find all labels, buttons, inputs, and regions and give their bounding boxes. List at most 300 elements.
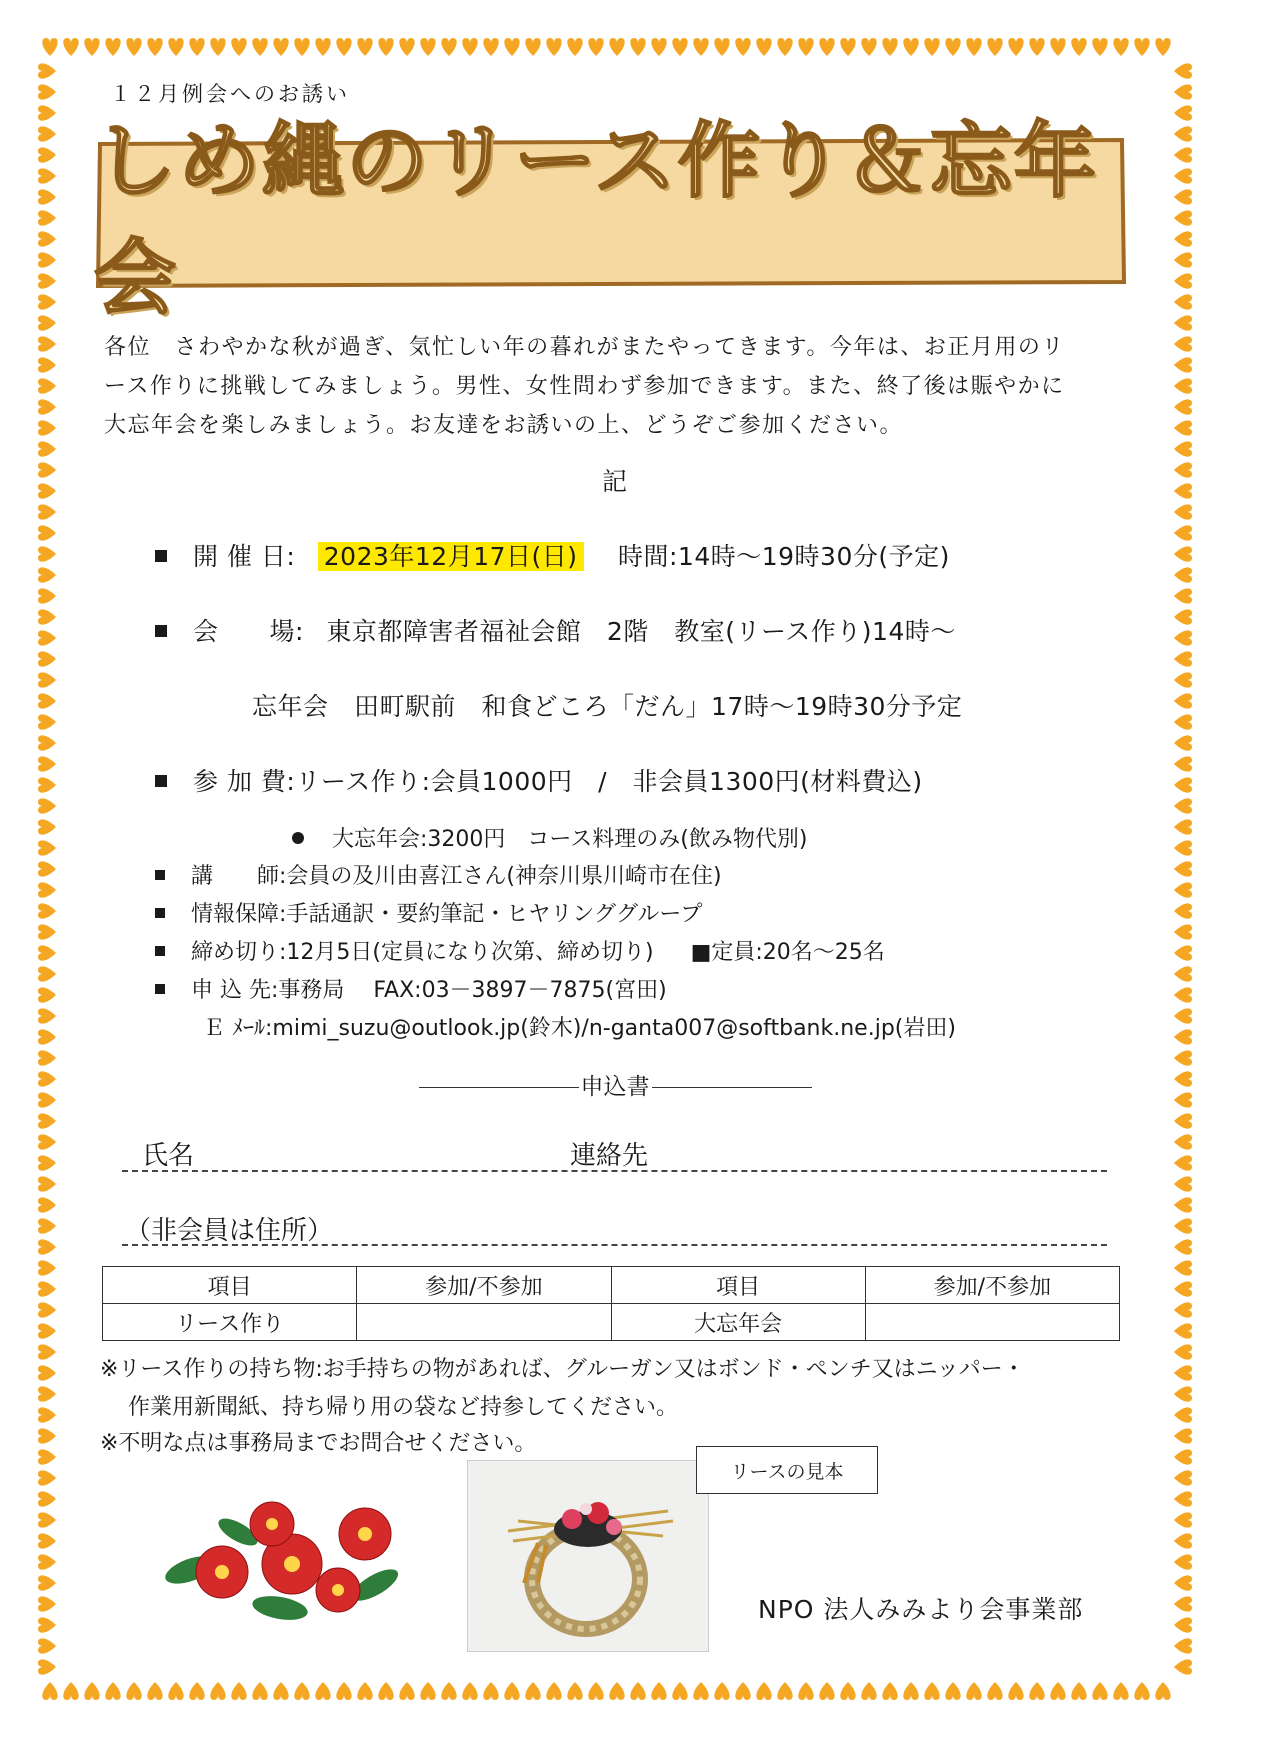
heart-icon — [1174, 609, 1192, 624]
sample-label: リースの見本 — [696, 1446, 878, 1494]
heart-icon — [1174, 1617, 1192, 1632]
square-bullet-icon — [155, 775, 167, 787]
heart-icon — [38, 336, 56, 351]
heart-icon — [38, 462, 56, 477]
heart-icon — [1174, 189, 1192, 204]
participation-table — [102, 1266, 1120, 1341]
table-cell: 大忘年会 — [611, 1304, 865, 1341]
heart-icon — [1071, 1682, 1086, 1700]
heart-icon — [1113, 38, 1128, 56]
heart-icon — [84, 38, 99, 56]
heart-icon — [1174, 1512, 1192, 1527]
heart-icon — [84, 1682, 99, 1700]
heart-icon — [966, 38, 981, 56]
heart-icon — [1174, 1449, 1192, 1464]
heart-icon — [63, 38, 78, 56]
party-venue: 忘年会 田町駅前 和食どころ「だん」17時～19時30分予定 — [252, 692, 963, 721]
heart-icon — [38, 546, 56, 561]
heart-icon — [1029, 1682, 1044, 1700]
heart-icon — [1174, 1071, 1192, 1086]
heart-icon — [1174, 693, 1192, 708]
time-value: 時間:14時～19時30分(予定) — [618, 542, 950, 571]
heart-icon — [1174, 462, 1192, 477]
heart-icon — [357, 1682, 372, 1700]
heart-icon — [38, 1596, 56, 1611]
heart-icon — [38, 1176, 56, 1191]
heart-icon — [1174, 735, 1192, 750]
heart-icon — [1174, 798, 1192, 813]
heart-icon — [1174, 630, 1192, 645]
heart-icon — [672, 1682, 687, 1700]
heart-icon — [38, 714, 56, 729]
heart-icon — [1174, 483, 1192, 498]
heart-icon — [38, 1470, 56, 1485]
heart-icon — [483, 1682, 498, 1700]
heart-icon — [38, 735, 56, 750]
heart-icon — [1174, 1008, 1192, 1023]
heart-icon — [1050, 1682, 1065, 1700]
heart-icon — [1174, 315, 1192, 330]
heart-icon — [1174, 84, 1192, 99]
heart-icon — [1029, 38, 1044, 56]
heart-icon — [693, 1682, 708, 1700]
heart-icon — [38, 1575, 56, 1590]
heart-icon — [651, 1682, 666, 1700]
heart-icon — [189, 1682, 204, 1700]
table-header: 項目 — [611, 1267, 865, 1304]
square-bullet-icon — [155, 550, 167, 562]
address-label: （非会員は住所） — [125, 1216, 334, 1246]
heart-icon — [504, 38, 519, 56]
intro-paragraph — [104, 328, 1134, 445]
heart-icon — [38, 1617, 56, 1632]
heart-icon — [1174, 147, 1192, 162]
heart-icon — [38, 777, 56, 792]
heart-icon — [462, 38, 477, 56]
heart-icon — [1174, 1407, 1192, 1422]
page-title: しめ縄のリース作り＆忘年会 — [94, 113, 1098, 326]
heart-icon — [105, 38, 120, 56]
heart-icon — [1174, 1302, 1192, 1317]
table-header-row — [103, 1267, 1120, 1304]
heart-icon — [63, 1682, 78, 1700]
heart-icon — [1174, 1491, 1192, 1506]
heart-icon — [1174, 399, 1192, 414]
heart-icon — [42, 38, 57, 56]
heart-icon — [38, 1092, 56, 1107]
heart-icon — [38, 882, 56, 897]
heart-icon — [38, 1134, 56, 1149]
heart-icon — [38, 1281, 56, 1296]
heart-icon — [1174, 987, 1192, 1002]
heart-icon — [1174, 861, 1192, 876]
apply-row — [155, 973, 667, 1004]
date-value: 2023年12月17日(日) — [318, 542, 584, 571]
heart-icon — [1174, 1239, 1192, 1254]
heart-icon — [252, 1682, 267, 1700]
heart-icon — [945, 1682, 960, 1700]
fee-label: 参 加 費: — [193, 767, 296, 796]
heart-icon — [38, 378, 56, 393]
heart-icon — [38, 147, 56, 162]
heart-icon — [38, 1218, 56, 1233]
heart-icon — [38, 1428, 56, 1443]
square-bullet-icon — [155, 870, 165, 880]
heart-icon — [399, 1682, 414, 1700]
name-contact-line[interactable] — [122, 1170, 1107, 1172]
heart-icon — [1174, 1470, 1192, 1485]
heart-icon — [1092, 1682, 1107, 1700]
heart-icon — [38, 924, 56, 939]
heart-icon — [147, 38, 162, 56]
heart-icon — [378, 38, 393, 56]
heart-icon — [1174, 1323, 1192, 1338]
heart-icon — [1008, 1682, 1023, 1700]
heart-icon — [38, 1533, 56, 1548]
heart-icon — [1174, 588, 1192, 603]
heart-icon — [966, 1682, 981, 1700]
heart-icon — [1174, 294, 1192, 309]
heart-icon — [1134, 38, 1149, 56]
note-items-cont: 作業用新聞紙、持ち帰り用の袋など持参してください。 — [128, 1395, 679, 1420]
heart-icon — [1174, 1050, 1192, 1065]
heart-icon — [1174, 651, 1192, 666]
heart-icon — [105, 1682, 120, 1700]
venue-value: 東京都障害者福祉会館 2階 教室(リース作り)14時～ — [326, 617, 956, 646]
table-header: 参加/不参加 — [865, 1267, 1119, 1304]
heart-icon — [903, 1682, 918, 1700]
support-row — [155, 897, 702, 928]
heart-icon — [714, 38, 729, 56]
heart-icon — [38, 420, 56, 435]
heart-icon — [210, 1682, 225, 1700]
heart-icon — [1174, 1533, 1192, 1548]
heart-icon — [840, 1682, 855, 1700]
square-bullet-icon — [155, 625, 167, 637]
heart-icon — [38, 126, 56, 141]
heart-icon — [1071, 38, 1086, 56]
heart-icon — [38, 798, 56, 813]
heart-icon — [38, 861, 56, 876]
fee-row — [155, 762, 923, 798]
heart-icon — [38, 504, 56, 519]
heart-icon — [336, 1682, 351, 1700]
heart-icon — [609, 1682, 624, 1700]
heart-icon — [38, 1344, 56, 1359]
party-fee-row — [292, 822, 807, 853]
heart-icon — [38, 840, 56, 855]
deadline-value: 12月5日(定員になり次第、締め切り) — [286, 940, 654, 965]
heart-icon — [1155, 1682, 1170, 1700]
table-header: 項目 — [103, 1267, 357, 1304]
heart-icon — [1174, 1113, 1192, 1128]
heart-icon — [546, 1682, 561, 1700]
heart-icon — [924, 1682, 939, 1700]
heart-icon — [231, 38, 246, 56]
heart-icon — [38, 1491, 56, 1506]
divider — [419, 1087, 579, 1088]
heart-icon — [168, 38, 183, 56]
heart-icon — [38, 1239, 56, 1254]
instructor-label: 講 師: — [191, 864, 287, 889]
heart-icon — [38, 105, 56, 120]
heart-icon — [756, 1682, 771, 1700]
heart-icon — [294, 1682, 309, 1700]
address-line[interactable] — [122, 1244, 1107, 1246]
heart-icon — [1174, 903, 1192, 918]
heart-icon — [441, 1682, 456, 1700]
heart-icon — [1174, 1554, 1192, 1569]
participation-input-cell[interactable] — [357, 1304, 611, 1341]
table-header: 参加/不参加 — [357, 1267, 611, 1304]
heart-icon — [735, 1682, 750, 1700]
heart-icon — [38, 651, 56, 666]
heart-icon — [1174, 1155, 1192, 1170]
heart-icon — [38, 189, 56, 204]
heart-icon — [1174, 945, 1192, 960]
ki-marker: 記 — [602, 467, 628, 496]
heart-icon — [1174, 441, 1192, 456]
heart-icon — [38, 1113, 56, 1128]
heart-icon — [1174, 1659, 1192, 1674]
heart-icon — [882, 38, 897, 56]
heart-icon — [38, 945, 56, 960]
heart-icon — [483, 38, 498, 56]
heart-icon — [38, 441, 56, 456]
intro-line: ース作りに挑戦してみましょう。男性、女性問わず参加できます。また、終了後は賑やかに — [104, 374, 1065, 399]
deadline-label: 締め切り: — [191, 940, 287, 965]
participation-input-cell[interactable] — [865, 1304, 1119, 1341]
heart-icon — [861, 1682, 876, 1700]
heart-icon — [1174, 1197, 1192, 1212]
heart-icon — [1174, 840, 1192, 855]
contact-label: 連絡先 — [570, 1141, 649, 1171]
table-row — [103, 1304, 1120, 1341]
heart-icon — [861, 38, 876, 56]
heart-icon — [1174, 336, 1192, 351]
heart-icon — [588, 1682, 603, 1700]
heart-icon — [1174, 924, 1192, 939]
heart-icon — [1174, 357, 1192, 372]
heart-icon — [1174, 252, 1192, 267]
heart-icon — [38, 483, 56, 498]
email-line: Ｅ ﾒｰﾙ:mimi_suzu@outlook.jp(鈴木)/n-ganta007@softbank.ne.jp(岩田) — [203, 1016, 956, 1041]
heart-icon — [819, 1682, 834, 1700]
divider — [652, 1087, 812, 1088]
heart-icon — [1174, 126, 1192, 141]
heart-icon — [1155, 38, 1170, 56]
heart-icon — [567, 38, 582, 56]
heart-icon — [1174, 420, 1192, 435]
heart-icon — [1174, 1029, 1192, 1044]
heart-icon — [609, 38, 624, 56]
heart-icon — [945, 38, 960, 56]
wreath-image — [468, 1461, 708, 1651]
heart-icon — [399, 38, 414, 56]
heart-icon — [38, 672, 56, 687]
heart-icon — [126, 38, 141, 56]
heart-icon — [819, 38, 834, 56]
organization-name: NPO 法人みみより会事業部 — [758, 1595, 1084, 1624]
heart-icon — [38, 1365, 56, 1380]
form-heading-text: 申込書 — [580, 1074, 650, 1100]
heart-icon — [38, 315, 56, 330]
heart-icon — [546, 38, 561, 56]
capacity: ■定員:20名～25名 — [690, 940, 885, 965]
heart-icon — [1174, 1092, 1192, 1107]
party-fee: 大忘年会:3200円 コース料理のみ(飲み物代別) — [332, 827, 808, 852]
heart-icon — [651, 38, 666, 56]
heart-icon — [1174, 231, 1192, 246]
round-bullet-icon — [292, 832, 304, 844]
name-label: 氏名 — [142, 1141, 195, 1171]
heart-icon — [38, 693, 56, 708]
heart-icon — [1174, 882, 1192, 897]
heart-icon — [777, 38, 792, 56]
heart-icon — [231, 1682, 246, 1700]
heart-icon — [38, 1155, 56, 1170]
heart-icon — [525, 38, 540, 56]
heart-icon — [189, 38, 204, 56]
heart-icon — [1174, 1365, 1192, 1380]
heart-icon — [38, 1386, 56, 1401]
heart-icon — [38, 1554, 56, 1569]
heart-icon — [38, 1512, 56, 1527]
heart-icon — [798, 38, 813, 56]
intro-line: 大忘年会を楽しみましょう。お友達をお誘いの上、どうぞご参加ください。 — [104, 413, 904, 438]
heart-icon — [1174, 546, 1192, 561]
heart-icon — [1174, 168, 1192, 183]
heart-icon — [1008, 38, 1023, 56]
heart-icon — [38, 294, 56, 309]
form-heading — [395, 1068, 835, 1101]
support-value: 手話通訳・要約筆記・ヒヤリンググループ — [286, 902, 703, 927]
heart-icon — [273, 38, 288, 56]
heart-icon — [378, 1682, 393, 1700]
heart-icon — [1174, 63, 1192, 78]
heart-icon — [294, 38, 309, 56]
heart-icon — [1174, 1176, 1192, 1191]
square-bullet-icon — [155, 908, 165, 918]
heart-icon — [840, 38, 855, 56]
heart-icon — [462, 1682, 477, 1700]
heart-icon — [1174, 1386, 1192, 1401]
heart-icon — [882, 1682, 897, 1700]
heart-icon — [38, 1008, 56, 1023]
heart-icon — [38, 168, 56, 183]
heart-icon — [1134, 1682, 1149, 1700]
wreath-photo — [467, 1460, 709, 1652]
heart-icon — [798, 1682, 813, 1700]
heart-icon — [38, 1302, 56, 1317]
heart-icon — [315, 38, 330, 56]
instructor-row — [155, 859, 722, 890]
heart-icon — [1174, 1575, 1192, 1590]
heart-icon — [672, 38, 687, 56]
heart-icon — [38, 1323, 56, 1338]
heart-icon — [1174, 819, 1192, 834]
heart-icon — [38, 903, 56, 918]
table-cell: リース作り — [103, 1304, 357, 1341]
heart-icon — [777, 1682, 792, 1700]
heart-icon — [987, 38, 1002, 56]
support-label: 情報保障: — [191, 902, 287, 927]
heart-icon — [1174, 714, 1192, 729]
heart-icon — [38, 609, 56, 624]
heart-icon — [336, 38, 351, 56]
square-bullet-icon — [155, 984, 165, 994]
heart-icon — [38, 567, 56, 582]
heart-icon — [1174, 756, 1192, 771]
heart-icon — [903, 38, 918, 56]
heart-icon — [630, 38, 645, 56]
heart-icon — [38, 987, 56, 1002]
heart-icon — [126, 1682, 141, 1700]
heart-icon — [1174, 525, 1192, 540]
date-label: 開 催 日: — [193, 542, 296, 571]
heart-icon — [1092, 38, 1107, 56]
square-bullet-icon — [155, 946, 165, 956]
heart-icon — [588, 38, 603, 56]
heart-icon — [441, 38, 456, 56]
heart-icon — [1174, 1344, 1192, 1359]
heart-icon — [38, 231, 56, 246]
heart-icon — [1174, 777, 1192, 792]
heart-icon — [1174, 378, 1192, 393]
heart-icon — [1174, 567, 1192, 582]
heart-icon — [357, 38, 372, 56]
note-items: ※リース作りの持ち物:お手持ちの物があれば、グルーガン又はボンド・ペンチ又はニッパー・ — [100, 1357, 1025, 1382]
heart-icon — [252, 38, 267, 56]
heart-icon — [1174, 273, 1192, 288]
heart-icon — [38, 588, 56, 603]
heart-icon — [1174, 1638, 1192, 1653]
heart-icon — [504, 1682, 519, 1700]
heart-icon — [567, 1682, 582, 1700]
heart-icon — [714, 1682, 729, 1700]
heart-icon — [38, 756, 56, 771]
intro-line: 各位 さわやかな秋が過ぎ、気忙しい年の暮れがまたやってきます。今年は、お正月用のリ — [104, 335, 1065, 360]
heart-icon — [42, 1682, 57, 1700]
heart-icon — [756, 38, 771, 56]
heart-icon — [38, 1659, 56, 1674]
heart-icon — [38, 1050, 56, 1065]
heart-icon — [38, 84, 56, 99]
date-row — [155, 537, 950, 573]
intro-label: １２月例会へのお誘い — [110, 82, 350, 106]
title-banner — [94, 113, 1130, 326]
note-contact: ※不明な点は事務局までお問合せください。 — [100, 1431, 537, 1456]
heart-icon — [924, 38, 939, 56]
heart-icon — [1113, 1682, 1128, 1700]
heart-icon — [38, 1197, 56, 1212]
venue-label: 会 場: — [193, 617, 304, 646]
heart-icon — [38, 273, 56, 288]
camellia-flowers-illustration — [160, 1490, 420, 1630]
heart-icon — [38, 1407, 56, 1422]
heart-icon — [38, 252, 56, 267]
heart-icon — [1174, 1281, 1192, 1296]
apply-label: 申 込 先: — [191, 978, 279, 1003]
heart-icon — [315, 1682, 330, 1700]
heart-icon — [38, 63, 56, 78]
heart-icon — [38, 1260, 56, 1275]
venue-row — [155, 612, 956, 648]
heart-icon — [525, 1682, 540, 1700]
heart-icon — [1174, 105, 1192, 120]
heart-icon — [38, 966, 56, 981]
heart-icon — [38, 1071, 56, 1086]
